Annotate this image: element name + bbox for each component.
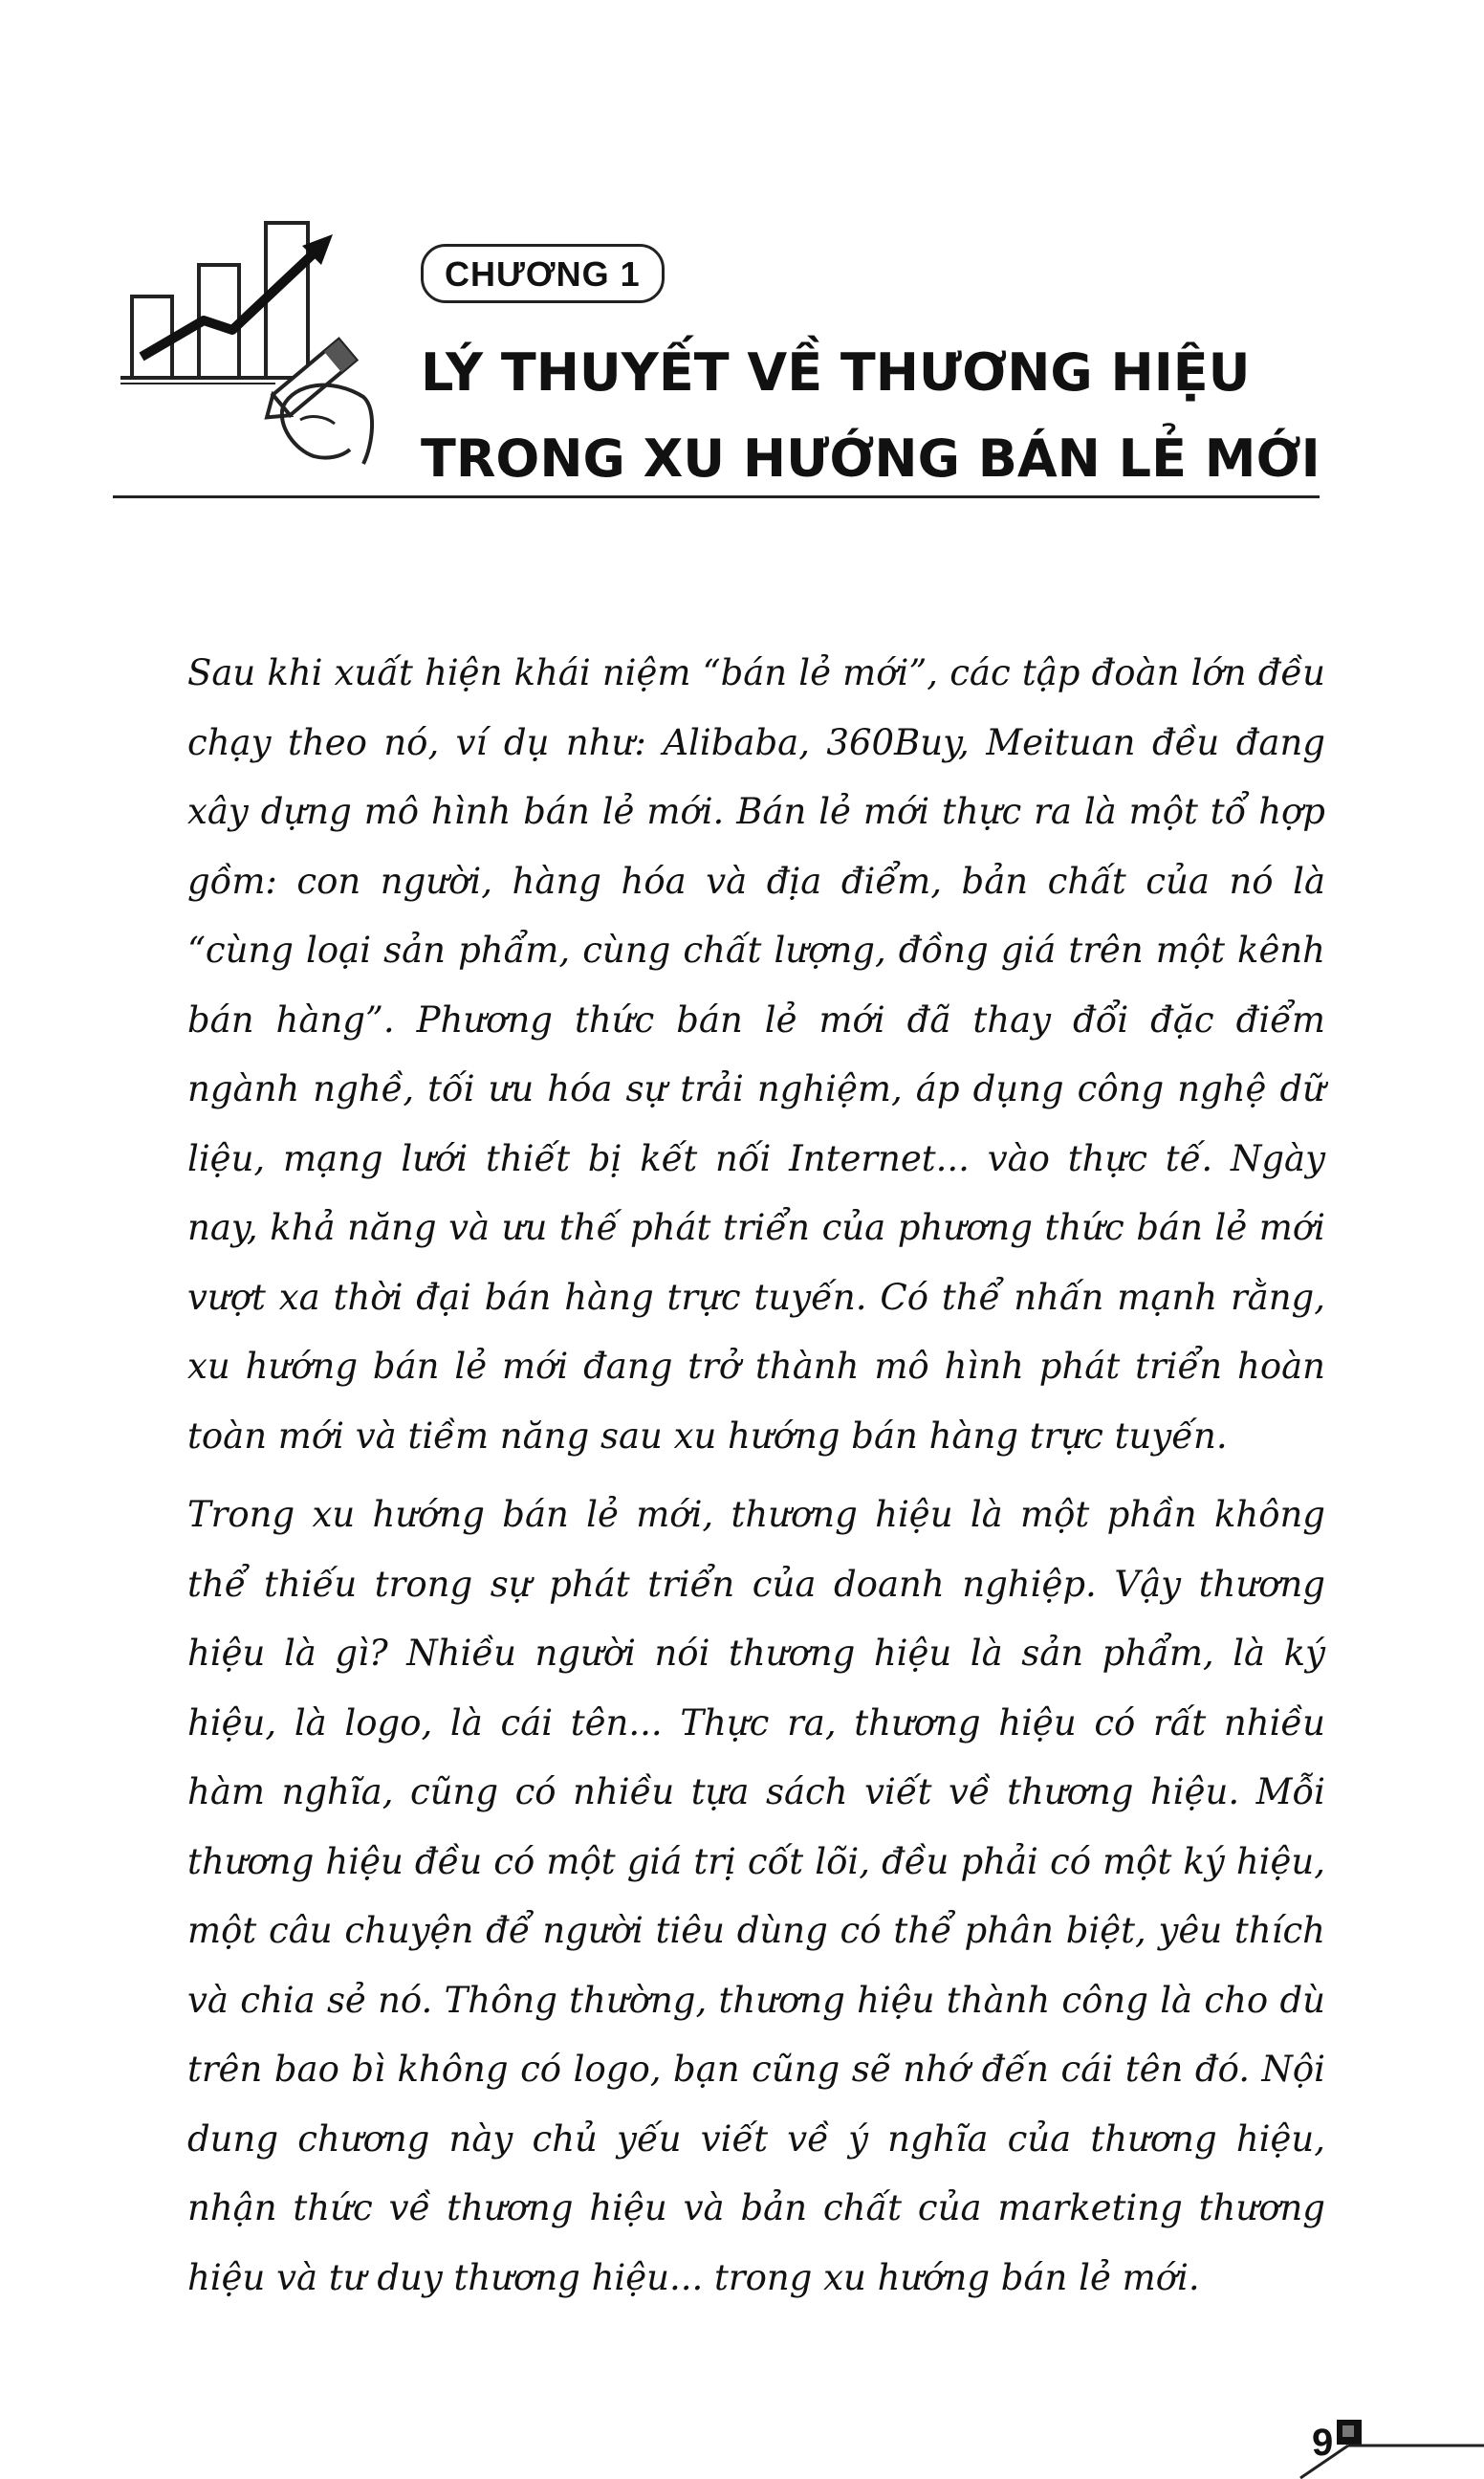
chapter-title-line-2: TRONG XU HƯỚNG BÁN LẺ MỚI (421, 428, 1320, 489)
growth-chart-illustration (113, 206, 381, 473)
chapter-title-line-1: LÝ THUYẾT VỀ THƯƠNG HIỆU (421, 342, 1251, 403)
chapter-title (421, 330, 1377, 502)
chapter-label: CHƯƠNG 1 (421, 244, 665, 303)
title-divider (113, 495, 1320, 498)
chapter-body (187, 639, 1325, 2322)
paragraph-1: Sau khi xuất hiện khái niệm “bán lẻ mới”, các tập đoàn lớn đều chạy theo nó, ví dụ như: Alibaba, 360Buy, Meituan đều đang xây dựng mô hình bán lẻ mới. Bán lẻ mới thực ra là một tổ hợp gồm: con người, hàng hóa và địa điểm, bản chất của nó là “cùng loại sản phẩm, cùng chất lượng, đồng giá trên một kênh bán hàng”. Phương thức bán lẻ mới đã thay đổi đặc điểm ngành nghề, tối ưu hóa sự trải nghiệm, áp dụng công nghệ dữ liệu, mạng lưới thiết bị kết nối Internet... vào thực tế. Ngày nay, khả năng và ưu thế phát triển của phương thức bán lẻ mới vượt xa thời đại bán hàng trực tuyến. Có thể nhấn mạnh rằng, xu hướng bán lẻ mới đang trở thành mô hình phát triển hoàn toàn mới và tiềm năng sau xu hướng bán hàng trực tuyến. (187, 652, 1325, 1457)
page-number: 9 (1312, 2422, 1334, 2464)
paragraph-2: Trong xu hướng bán lẻ mới, thương hiệu là một phần không thể thiếu trong sự phát triển của doanh nghiệp. Vậy thương hiệu là gì? Nhiều người nói thương hiệu là sản phẩm, là ký hiệu, là logo, là cái tên... Thực ra, thương hiệu có rất nhiều hàm nghĩa, cũng có nhiều tựa sách viết về thương hiệu. Mỗi thương hiệu đều có một giá trị cốt lõi, đều phải có một ký hiệu, một câu chuyện để người tiêu dùng có thể phân biệt, yêu thích và chia sẻ nó. Thông thường, thương hiệu thành công là cho dù trên bao bì không có logo, bạn cũng sẽ nhớ đến cái tên đó. Nội dung chương này chủ yếu viết về ý nghĩa của thương hiệu, nhận thức về thương hiệu và bản chất của marketing thương hiệu và tư duy thương hiệu... trong xu hướng bán lẻ mới. (187, 1494, 1325, 2298)
